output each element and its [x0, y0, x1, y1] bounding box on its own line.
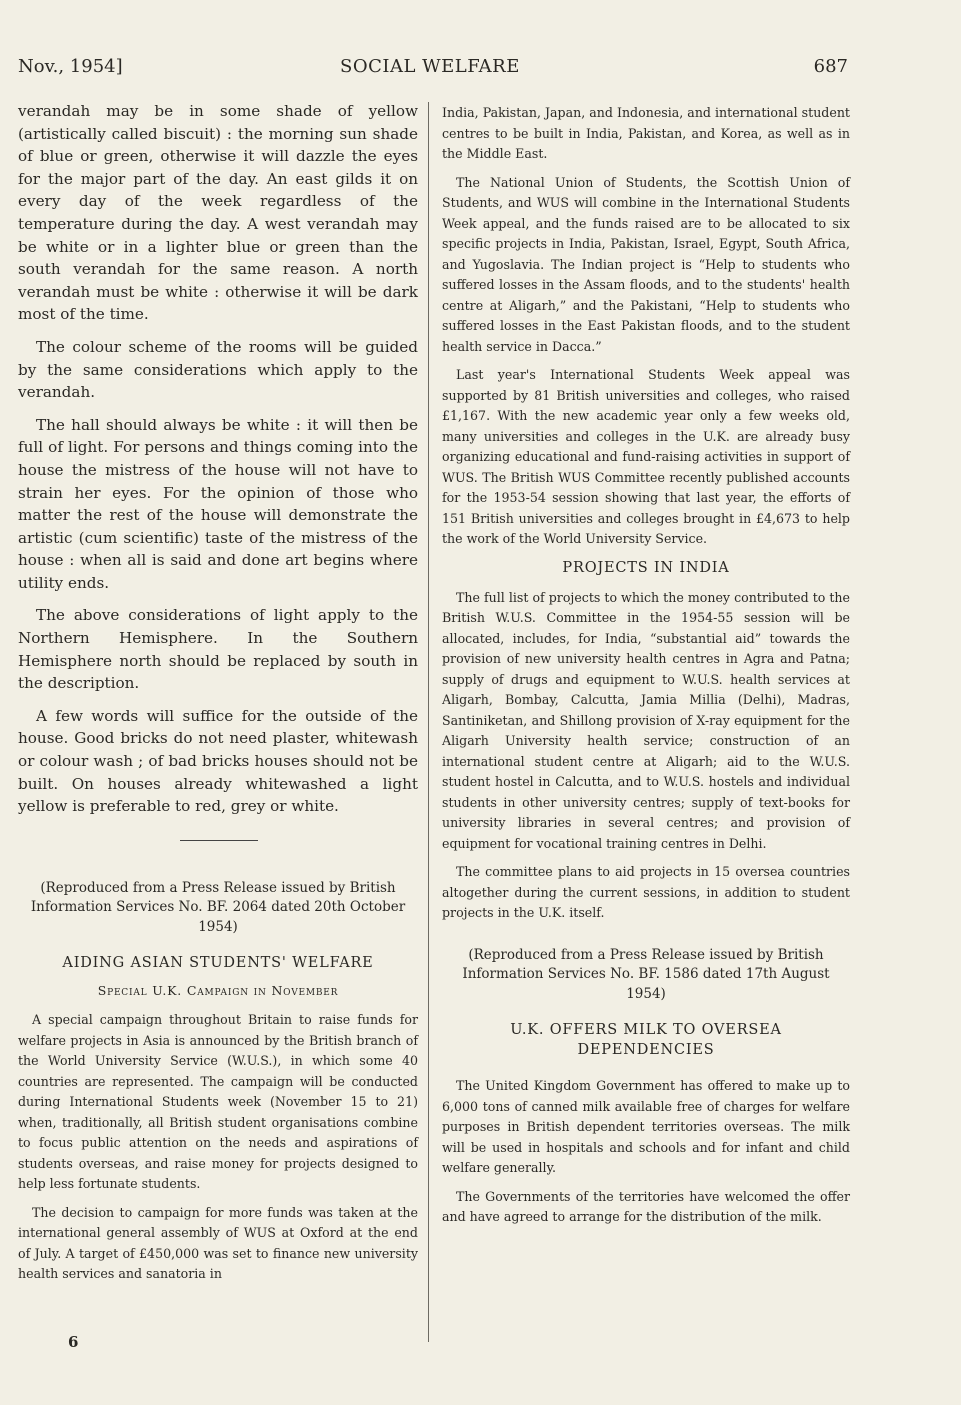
section-heading-projects: PROJECTS IN INDIA — [562, 559, 730, 576]
left-column — [18, 100, 418, 1293]
press-release-note: (Reproduced from a Press Release issued by British Information Services No. BF. 2064 dated 20th October 1954) — [30, 879, 406, 935]
header-page-number: 687 — [813, 56, 848, 77]
folio-number: 6 — [68, 1333, 79, 1351]
article-heading: AIDING ASIAN STUDENTS' WELFARE — [62, 955, 374, 972]
right-column — [442, 103, 850, 1236]
paragraph: verandah may be in some shade of yellow (artistically called biscuit) : the morning sun shade of blue or green, otherwise it will dazzle the eyes for the major part of the day. An east gilds it on every day of the week regardless of the temperature during the day. A west verandah may be white or in a lighter blue or green than the south verandah for the same reason. A north verandah must be white : otherwise it will be dark most of the time. — [18, 102, 418, 324]
running-header — [18, 56, 848, 82]
paragraph: A special campaign throughout Britain to raise funds for welfare projects in Asia is announced by the British branch of the World University Service (W.U.S.), in which some 40 countries are represented. The campaign will be conducted during International Students week (November 15 to 21) when, traditionally, all British student organisations combine to focus public attention on the needs and aspirations of students overseas, and raise money for projects designed to help less fortunate students. — [18, 1012, 418, 1192]
paragraph: The decision to campaign for more funds was taken at the international general assembly of WUS at Oxford at the end of July. A target of £450,000 was set to finance new university health services and sanatoria in — [18, 1204, 418, 1282]
press-release-note: (Reproduced from a Press Release issued by British Information Services No. BF. 1586 dated 17th August 1954) — [462, 946, 830, 1002]
paragraph: The above considerations of light apply to the Northern Hemisphere. In the Southern Hemisphere north should be replaced by south in the description. — [18, 606, 418, 693]
column-divider — [428, 102, 429, 1342]
paragraph: The Governments of the territories have welcomed the offer and have agreed to arrange for the distribution of the milk. — [442, 1188, 850, 1224]
paragraph: The colour scheme of the rooms will be guided by the same considerations which apply to the verandah. — [18, 337, 418, 402]
header-journal-title: SOCIAL WELFARE — [340, 56, 520, 77]
article-heading-milk: U.K. OFFERS MILK TO OVERSEA DEPENDENCIES — [510, 1022, 782, 1058]
paragraph: India, Pakistan, Japan, and Indonesia, and international student centres to be built in India, Pakistan, and Korea, as well as in the Middle East. — [442, 105, 850, 161]
paragraph: The full list of projects to which the money contributed to the British W.U.S. Committee in the 1954-55 session will be allocated, includes, for India, “substantial aid” towards the provision of new university health centres in Agra and Patna; supply of drugs and equipment to W.U.S. health services at Aligarh, Bombay, Calcutta, Jamia Millia (Delhi), Madras, Santiniketan, and Shillong provision of X-ray equipment for the Aligarh University health service; construction of an international student centre at Aligarh; aid to the W.U.S. student hostel in Calcutta, and to W.U.S. hostels and individual students in other university centres; supply of text-books for university libraries in several centres; and provision of equipment for vocational training centres in Delhi. — [442, 589, 850, 851]
paragraph: The National Union of Students, the Scottish Union of Students, and WUS will combine in the International Students Week appeal, and the funds raised are to be allocated to six specific projects in India, Pakistan, Israel, Egypt, South Africa, and Yugoslavia. The Indian project is “Help to students who suffered losses in the Assam floods, and to the students' health centre at Aligarh,” and the Pakistani, “Help to students who suffered losses in the East Pakistan floods, and to the student health service in Dacca.” — [442, 174, 850, 354]
paragraph: A few words will suffice for the outside of the house. Good bricks do not need plaster, whitewash or colour wash ; of bad bricks houses should not be built. On houses already whitewashed a light yellow is preferable to red, grey or white. — [18, 706, 418, 816]
section-rule — [180, 840, 258, 841]
article-subheading: Special U.K. Campaign in November — [97, 983, 339, 999]
paragraph: Last year's International Students Week appeal was supported by 81 British universities and colleges, who raised £1,167. With the new academic year only a few weeks old, many universities and colleges in the U.K. are already busy organizing educational and fund-raising activities in support of WUS. The British WUS Committee recently published accounts for the 1953-54 session showing that last year, the efforts of 151 British universities and colleges brought in £4,673 to help the work of the World University Service. — [442, 367, 850, 546]
paragraph: The United Kingdom Government has offered to make up to 6,000 tons of canned milk available free of charges for welfare purposes in British dependent territories overseas. The milk will be used in hospitals and schools and for infant and child welfare generally. — [442, 1078, 850, 1175]
paragraph: The hall should always be white : it will then be full of light. For persons and things coming into the house the mistress of the house will not have to strain her eyes. For the opinion of those who matter the rest of the house will demonstrate the artistic (cum scientific) taste of the mistress of the house : when all is said and done art begins where utility ends. — [18, 415, 418, 592]
paragraph: The committee plans to aid projects in 15 oversea countries altogether during the current sessions, in addition to student projects in the U.K. itself. — [442, 864, 850, 920]
header-date: Nov., 1954] — [18, 56, 123, 77]
